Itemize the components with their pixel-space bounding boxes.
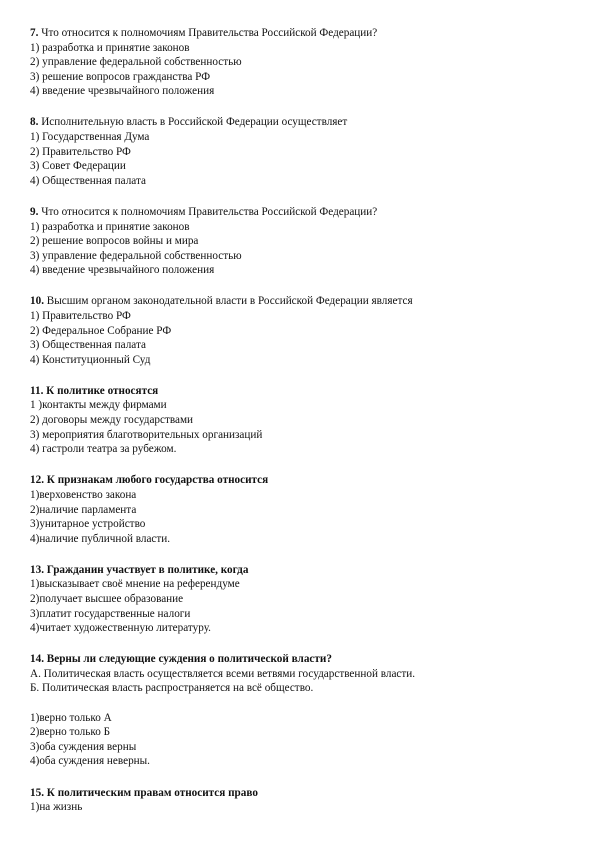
answer-option: 2) решение вопросов войны и мира xyxy=(30,235,199,248)
answer-option: 4) введение чрезвычайного положения xyxy=(30,85,215,98)
question-title xyxy=(30,473,575,488)
question-number: 8. xyxy=(30,116,39,129)
question-text: Высшим органом законодательной власти в Российской Федерации является xyxy=(43,295,413,308)
answer-option: 1)верно только А xyxy=(30,711,112,724)
question-text: К политике относятся xyxy=(43,384,159,397)
statement-b: Б. Политическая власть распространяется на всё общество. xyxy=(30,682,314,695)
question-text: Верны ли следующие суждения о политической власти? xyxy=(43,653,332,666)
question-number: 13. xyxy=(30,563,44,576)
answer-option: 3) решение вопросов гражданства РФ xyxy=(30,70,211,83)
question-14 xyxy=(30,652,575,769)
answer-option: 1 )контакты между фирмами xyxy=(30,399,167,412)
answer-option: 1) разработка и принятие законов xyxy=(30,41,190,54)
question-title xyxy=(30,384,575,399)
answer-option: 4) гастроли театра за рубежом. xyxy=(30,443,177,456)
answer-option: 4)читает художественную литературу. xyxy=(30,622,211,635)
answer-option: 2) договоры между государствами xyxy=(30,414,194,427)
question-number: 10. xyxy=(30,295,44,308)
question-title xyxy=(30,115,575,130)
question-number: 9. xyxy=(30,205,39,218)
answer-option: 4)наличие публичной власти. xyxy=(30,532,171,545)
question-title xyxy=(30,563,575,578)
answer-option: 1)верховенство закона xyxy=(30,488,137,501)
question-text: Исполнительную власть в Российской Федерации осуществляет xyxy=(38,116,348,129)
question-title xyxy=(30,26,575,41)
answer-option: 1) разработка и принятие законов xyxy=(30,220,190,233)
blank-line xyxy=(30,696,575,711)
question-text: Гражданин участвует в политике, когда xyxy=(43,563,249,576)
question-text: Что относится к полномочиям Правительства Российской Федерации? xyxy=(38,205,378,218)
answer-option: 2) Правительство РФ xyxy=(30,145,131,158)
statement-a: А. Политическая власть осуществляется всеми ветвями государственной власти. xyxy=(30,667,416,680)
answer-option: 4)оба суждения неверны. xyxy=(30,755,150,768)
answer-option: 1) Государственная Дума xyxy=(30,131,150,144)
question-title xyxy=(30,652,575,667)
question-15 xyxy=(30,786,575,815)
answer-option: 2) Федеральное Собрание РФ xyxy=(30,324,172,337)
question-number: 14. xyxy=(30,653,44,666)
answer-option: 2)получает высшее образование xyxy=(30,593,184,605)
answer-option: 4) Общественная палата xyxy=(30,174,146,187)
answer-option: 3)оба суждения верны xyxy=(30,740,137,753)
answer-option: 1)на жизнь xyxy=(30,801,83,814)
question-11 xyxy=(30,384,575,457)
answer-option: 4) Конституционный Суд xyxy=(30,353,151,366)
answer-option: 1) Правительство РФ xyxy=(30,310,131,322)
answer-option: 3) управление федеральной собственностью xyxy=(30,249,242,262)
question-12 xyxy=(30,473,575,546)
answer-option: 2) управление федеральной собственностью xyxy=(30,56,242,69)
document-page xyxy=(30,26,575,831)
question-title xyxy=(30,294,575,309)
question-text: К политическим правам относится право xyxy=(43,786,258,799)
question-number: 11. xyxy=(30,384,44,397)
question-title xyxy=(30,205,575,220)
question-9 xyxy=(30,205,575,278)
answer-option: 3) Общественная палата xyxy=(30,339,146,352)
question-number: 15. xyxy=(30,786,44,799)
answer-option: 3)унитарное устройство xyxy=(30,518,146,531)
answer-option: 3) Совет Федерации xyxy=(30,160,126,173)
question-13 xyxy=(30,563,575,636)
question-10 xyxy=(30,294,575,367)
answer-option: 3) мероприятия благотворительных организаций xyxy=(30,428,263,441)
question-8 xyxy=(30,115,575,188)
question-text: К признакам любого государства относится xyxy=(43,474,269,487)
question-title xyxy=(30,786,575,801)
question-7 xyxy=(30,26,575,99)
answer-option: 4) введение чрезвычайного положения xyxy=(30,264,215,277)
question-number: 7. xyxy=(30,27,39,39)
answer-option: 2)верно только Б xyxy=(30,726,111,739)
answer-option: 1)высказывает своё мнение на референдуме xyxy=(30,578,240,591)
question-number: 12. xyxy=(30,474,44,487)
answer-option: 3)платит государственные налоги xyxy=(30,607,191,620)
answer-option: 2)наличие парламента xyxy=(30,503,137,516)
question-text: Что относится к полномочиям Правительства Российской Федерации? xyxy=(38,27,378,39)
